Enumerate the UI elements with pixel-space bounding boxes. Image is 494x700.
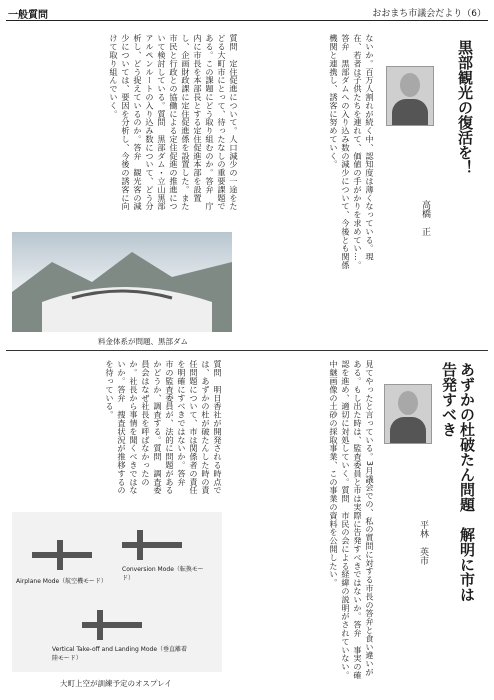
- osprey-label-vertical: Vertical Take-off and Landing Mode（垂直離着陸モード）: [52, 646, 188, 662]
- article1-body-left: 質問 定住促進について。人口減少の一途をたどる大町市にとって、待ったなしの重要課題である。この課題にどう取り組むのか。答弁 庁内に市長を本部長とする定住促進本部を設置し、企画財政課に定住促進係を設置した。また市民と行政との協働による定住促進の推進について検討している。質問 黒部ダム・立山黒部アルペンルートの入り込み数について、どう分析し、どう捉えているのか。答弁 観光客の減少については、要因を分析し、今後の誘客に向けて取り組んでいく。: [109, 34, 239, 211]
- kurobe-dam-photo: [12, 232, 232, 332]
- article2-title: あずかの杜破たん問題 解明に市は告発すべき: [440, 362, 476, 602]
- article1-body-right: ないか。百万人割れが続く中、認知度は薄くなっている。現在、若者は子供たちを連れて、価値の手がかりを求めてい…。答弁 黒部ダムへの入り込み数の減少について、今後とも関係機関と連携し、誘客に努めていく。: [329, 34, 375, 270]
- osprey-label-conversion: Conversion Mode（転換モード）: [122, 566, 204, 582]
- publication-title: おおまち市議会だより（6）: [372, 9, 486, 19]
- article1-title-box: [456, 40, 474, 270]
- article1-author: 高橋 正: [420, 200, 430, 236]
- article2-body-left: 質問 明日香社が開発される時点では、あずかの杜が破たんした時の責任問題について、市は関係者の責任を明確にすべきではないか。答弁 市の監査委員が、法的に問題があるかどうか、調査する。質問 調査委員会はなぜ社長を呼ばなかったのか。社長から事情を聞くべきではないか。答弁 捜査状況が推移するのを待っている。: [105, 360, 223, 495]
- article2-photo-caption: 大町上空が訓練予定のオスプレイ: [60, 679, 172, 688]
- article2-body-right: 見てやったと言っている。3月議会での、私の質問に対する市長の答弁と食い違いがある。もし出た時は、監査委員と市は実際に告発すべきではないか。答弁 事実の確認を進め、適切に対処していく。質問 市民の会による経緯の説明がされていない。中継画像の土砂の採取事業、この事業の資料を公開したい。: [329, 360, 375, 680]
- article2-title-box: [440, 362, 476, 602]
- article2-author-portrait: [384, 384, 432, 444]
- osprey-label-airplane: Airplane Mode（航空機モード）: [16, 578, 107, 585]
- article1-author-portrait: [386, 66, 434, 126]
- article1-title: 黒部観光の復活を！: [456, 40, 474, 175]
- article2-author: 平林 英市: [418, 520, 428, 565]
- section-label: 一般質問: [8, 10, 48, 21]
- osprey-diagram: [12, 512, 222, 672]
- article-divider: [6, 350, 488, 351]
- header-divider: [6, 20, 488, 21]
- article1-photo-caption: 料金体系が問題、黒部ダム: [98, 337, 188, 346]
